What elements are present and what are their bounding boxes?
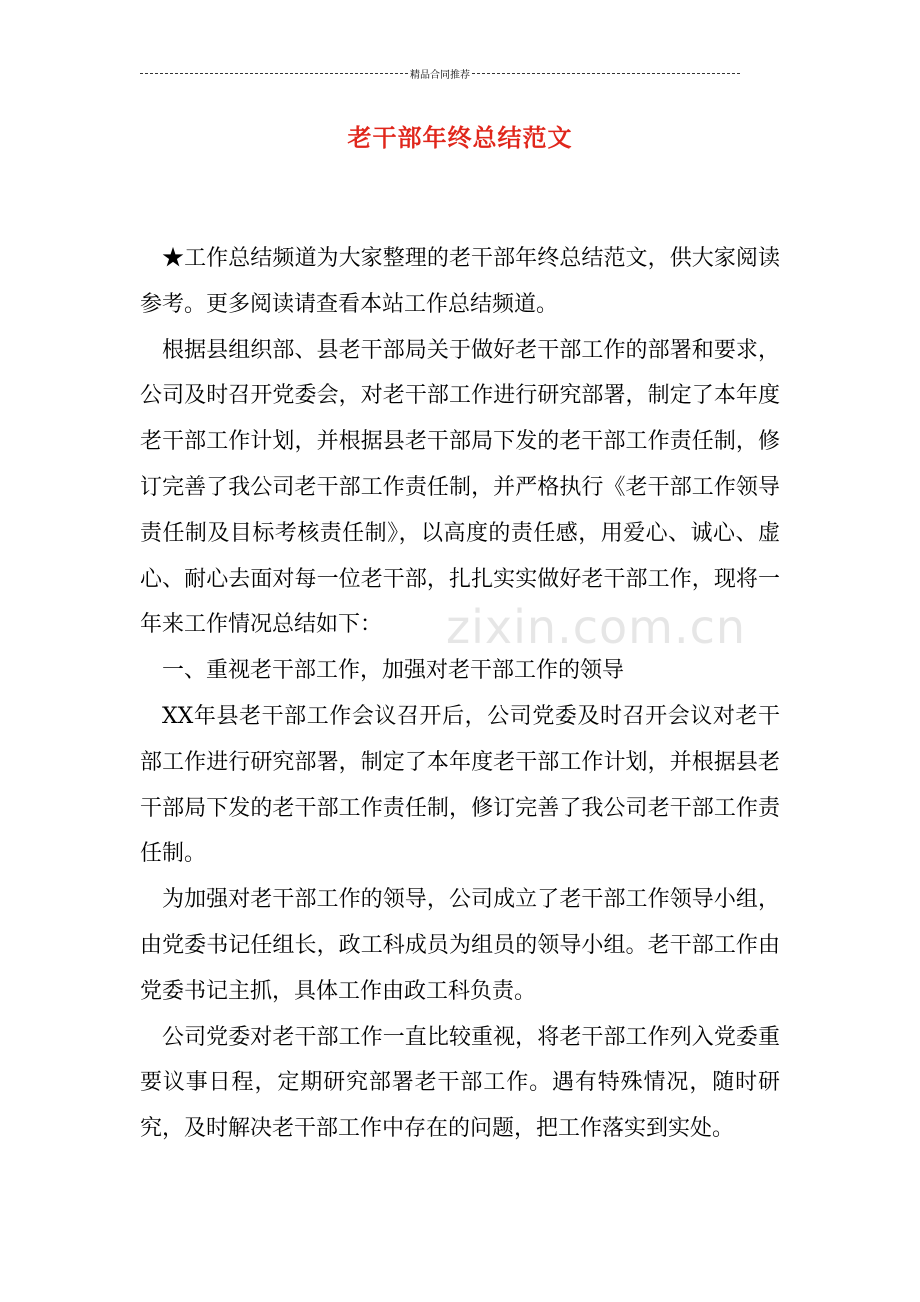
document-title: 老干部年终总结范文 [347,124,573,152]
paragraph-overview: 根据县组织部、县老干部局关于做好老干部工作的部署和要求，公司及时召开党委会，对老干部工作进行研究部署，制定了本年度老干部工作计划，并根据县老干部局下发的老干部工作责任制，修订完善了我公司老干部工作责任制，并严格执行《老干部工作领导责任制及目标考核责任制》，以高度的责任感，用爱心、诚心、虚心、耐心去面对每一位老干部，扎扎实实做好老干部工作，现将一年来工作情况总结如下： [140,337,780,638]
paragraph-intro: ★工作总结频道为大家整理的老干部年终总结范文，供大家阅读参考。更多阅读请查看本站工作总结频道。 [140,246,780,317]
header-divider [140,66,740,81]
header-dash-right [472,73,740,74]
paragraph-agenda: 公司党委对老干部工作一直比较重视，将老干部工作列入党委重要议事日程，定期研究部署老干部工作。遇有特殊情况，随时研究，及时解决老干部工作中存在的问题，把工作落实到实处。 [140,1024,780,1142]
watermark: zixin.com.cn [446,600,747,654]
header-label: 精品合同推荐 [410,70,470,81]
section-heading-1: 一、重视老干部工作，加强对老干部工作的领导 [162,658,625,684]
document-body [140,236,780,1152]
header-dash-left [140,73,408,74]
paragraph-leadership-group: 为加强对老干部工作的领导，公司成立了老干部工作领导小组，由党委书记任组长，政工科成员为组员的领导小组。老干部工作由党委书记主抓，具体工作由政工科负责。 [140,887,780,1004]
paragraph-meeting: XX年县老干部工作会议召开后，公司党委及时召开会议对老干部工作进行研究部署，制定了本年度老干部工作计划，并根据县老干部局下发的老干部工作责任制，修订完善了我公司老干部工作责任制。 [140,703,780,867]
